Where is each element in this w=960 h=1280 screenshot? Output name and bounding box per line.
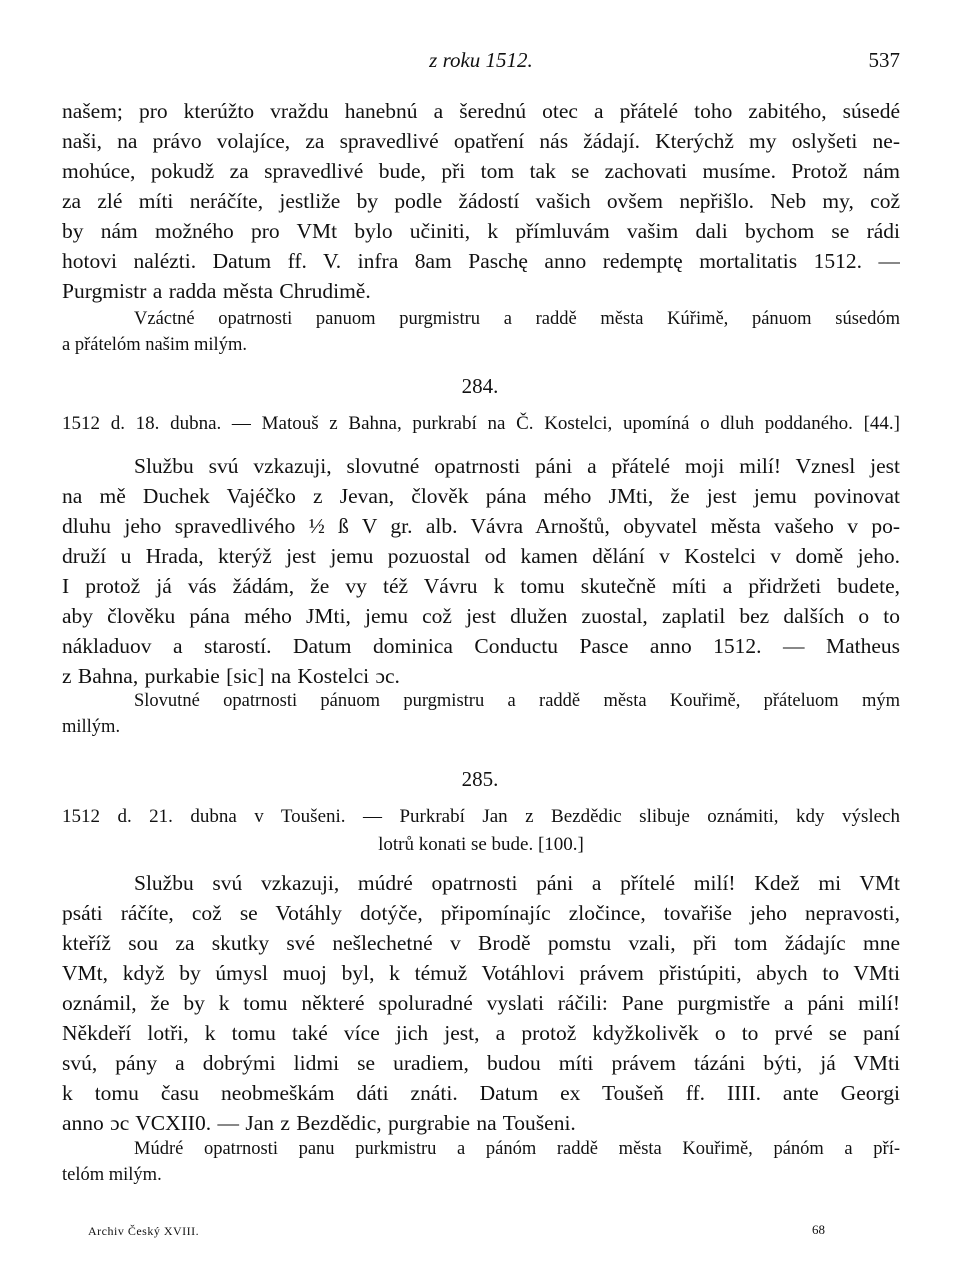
document-regest [62, 803, 900, 859]
text-line: dluhu jeho spravedlivého ½ ß V gr. alb. Vávra Arnoštů, obyvatel města vašeho v po- [62, 514, 900, 538]
text-line: kteříž sou za skutky své nešlechetné v Brodě pomstu vzali, při tom žádajíc mne [62, 931, 900, 955]
text-line: z Bahna, purkabie [sic] na Kostelci ɔc. [62, 664, 400, 688]
text-line: by nám možného pro VMt bylo učiniti, k přímluvám vašim dali bychom se rádi [62, 219, 900, 243]
text-line: svú, pány a dobrými lidmi se uradiem, budou míti právem tázáni býti, já VMti [62, 1051, 900, 1075]
text-line: za zlé míti neráčíte, jestliže by podle žádostí vašich ovšem nepřišlo. Neb my, což [62, 189, 900, 213]
continuation-body [62, 96, 900, 306]
text-line: anno ɔc VCXII0. — Jan z Bezdědic, purgrabie na Toušeni. [62, 1111, 576, 1135]
regest-line: 1512 d. 18. dubna. — Matouš z Bahna, purkrabí na Č. Kostelci, upomíná o dluh poddaného. [44.] [62, 413, 900, 434]
address-line: telóm milým. [62, 1165, 162, 1185]
document-address [62, 1136, 900, 1188]
address-line: Slovutné opatrnosti pánuom purgmistru a raddě města Kouřimě, přáteluom mým [134, 691, 900, 711]
document-address [62, 688, 900, 740]
text-line: na mě Duchek Vajéčko z Jevan, člověk pána mého JMti, že jest jemu povinovat [62, 484, 900, 508]
text-line: hotovi nalézti. Datum ff. V. infra 8am Paschę anno redemptę mortalitatis 1512. — [62, 249, 900, 273]
running-title: z roku 1512. [429, 48, 533, 72]
address-line: millým. [62, 717, 121, 737]
document-regest [62, 410, 900, 438]
regest-line: 1512 d. 21. dubna v Toušeni. — Purkrabí Jan z Bezdědic slibuje oznámiti, kdy výslech [62, 806, 900, 827]
address-line: a přátelóm našim milým. [62, 335, 247, 355]
text-line: nákladuov a starostí. Datum dominica Conductu Pasce anno 1512. — Matheus [62, 634, 900, 658]
address-line: Múdré opatrnosti panu purkmistru a pánóm raddě města Kouřimě, pánóm a pří- [134, 1139, 900, 1159]
address-line: Vzáctné opatrnosti panuom purgmistru a raddě města Kúřimě, pánuom súsedóm [134, 309, 900, 329]
page-number: 537 [868, 48, 900, 72]
text-line: oznámil, že by k tomu některé spoluradné vyslati ráčili: Pane purgmistře a páni milí! [62, 991, 900, 1015]
document-body [62, 868, 900, 1138]
text-line: mohúce, pokudž za spravedlivé bude, při tom tak se zachovati musíme. Protož nám [62, 159, 900, 183]
running-header [62, 48, 900, 76]
text-line: I protož já vás žádám, že vy též Vávru k tomu skutečně míti a přidržeti budete, [62, 574, 900, 598]
text-line: druží u Hrada, kterýž jest jemu pozuostal od kamen dělání v Kostelci v domě jeho. [62, 544, 900, 568]
document-number: 285. [461, 767, 499, 791]
text-line: Purgmistr a radda města Chrudimě. [62, 279, 371, 303]
document-body [62, 451, 900, 691]
text-line: naši, na právo volajíce, za spravedlivé opatření nás žádají. Kterýchž my oslyšeti ne- [62, 129, 900, 153]
continuation-address [62, 306, 900, 358]
sheet-number: 68 [812, 1222, 825, 1237]
regest-line: lotrů konati se bude. [100.] [378, 834, 584, 855]
text-line: našem; pro kterúžto vraždu hanebnú a šerednú otec a přátelé toho zabitého, súsedé [62, 99, 900, 123]
text-line: VMt, když by úmysl muoj byl, k témuž Votáhlovi právem přistúpiti, abych to VMti [62, 961, 900, 985]
text-line: Službu svú vzkazuji, múdré opatrnosti páni a přítelé milí! Kdež mi VMt [134, 871, 900, 895]
text-line: aby člověku pána mého JMti, jemu což jest dlužen zuostal, zaplatil bez dalších o to [62, 604, 900, 628]
text-line: k tomu času neobmeškám dáti znáti. Datum ex Toušeň ff. IIII. ante Georgi [62, 1081, 900, 1105]
text-line: Službu svú vzkazuji, slovutné opatrnosti páni a přátelé moji milí! Vznesl jest [134, 454, 900, 478]
text-line: Někdeří lotři, k tomu také více jich jest, a protož kdyžkolivěk o to prvé se paní [62, 1021, 900, 1045]
printer-signature: Archiv Český XVIII. [88, 1224, 200, 1238]
text-line: psáti ráčíte, což se Votáhly dotýče, připomínajíc zločince, tovařiše jeho nepravosti, [62, 901, 900, 925]
document-number: 284. [461, 374, 499, 398]
